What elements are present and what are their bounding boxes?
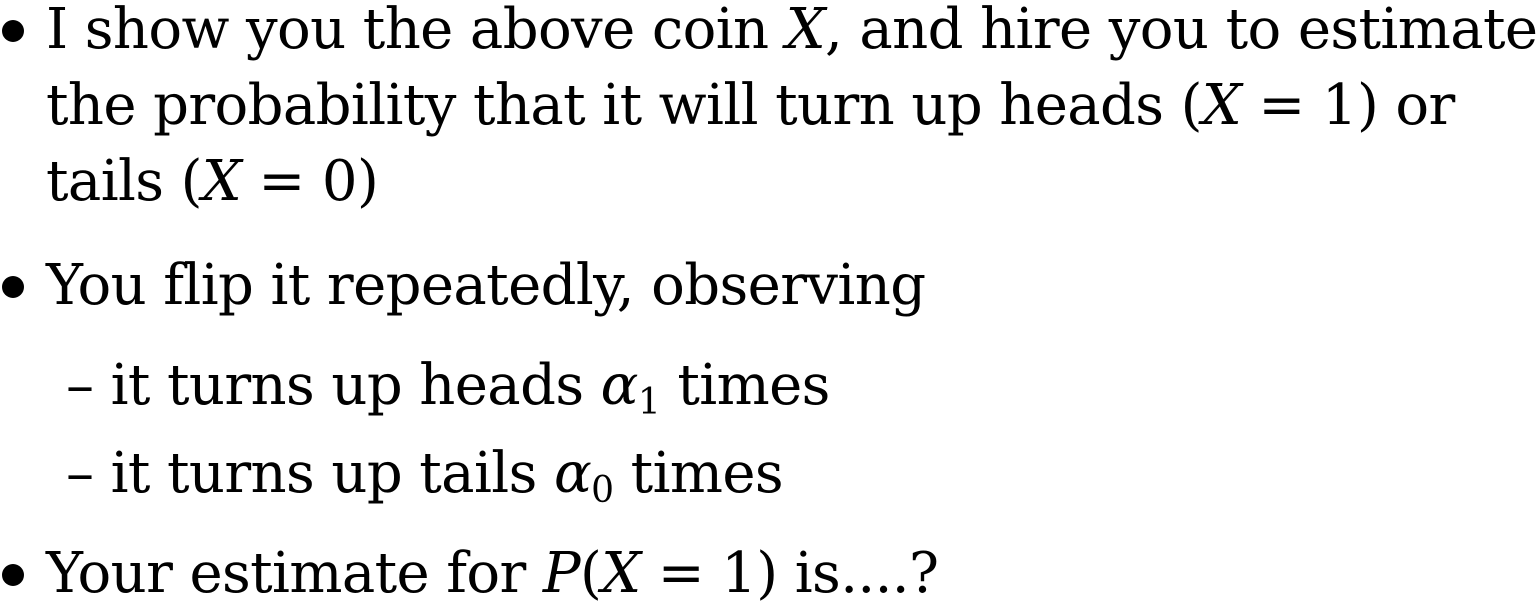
math-variable: α <box>600 353 638 418</box>
text-segment: ) <box>356 149 379 214</box>
math-variable: X <box>1201 73 1242 138</box>
sub-item-1 <box>66 348 830 424</box>
text-segment: times <box>613 441 784 506</box>
text-line <box>46 144 1391 220</box>
math-variable: X <box>601 541 641 606</box>
dash-marker: – <box>66 441 94 506</box>
text-line <box>46 68 1455 144</box>
text-segment: ) or <box>1356 73 1455 138</box>
bullet-text-3 <box>46 536 1391 612</box>
dash-marker: – <box>66 353 94 418</box>
text-segment: the probability that it will turn up heads ( <box>46 73 1202 138</box>
math-paren: ( <box>580 541 602 606</box>
text-line <box>46 248 1391 324</box>
text-segment: I show you the above coin <box>46 0 786 62</box>
text-segment: it turns up tails <box>93 441 554 506</box>
bullet-dot-icon <box>2 20 24 42</box>
sub-item-2 <box>66 436 783 512</box>
math-variable: P <box>542 541 580 606</box>
bullet-dot-icon <box>2 564 24 586</box>
text-segment: Your estimate for <box>46 541 543 606</box>
math-equality: = 1 <box>640 541 757 606</box>
text-segment: , and hire you to estimate <box>824 0 1537 62</box>
text-segment: You flip it repeatedly, observing <box>46 253 926 318</box>
math-equality: = 0 <box>241 149 357 214</box>
math-variable: X <box>785 0 825 62</box>
bullet-text-1 <box>46 0 1537 220</box>
bullet-text-2 <box>46 248 1391 324</box>
bullet-dot-icon <box>2 276 24 298</box>
text-segment: it turns up heads <box>93 353 601 418</box>
math-variable: X <box>201 149 242 214</box>
text-segment: ) is....? <box>756 541 939 606</box>
text-line <box>46 0 1537 68</box>
text-line <box>46 536 1391 612</box>
text-segment: times <box>660 353 830 418</box>
math-subscript: 1 <box>637 382 661 423</box>
text-segment: tails ( <box>46 149 202 214</box>
math-subscript: 0 <box>591 470 614 511</box>
math-equality: = 1 <box>1241 73 1357 138</box>
math-variable: α <box>553 441 592 506</box>
